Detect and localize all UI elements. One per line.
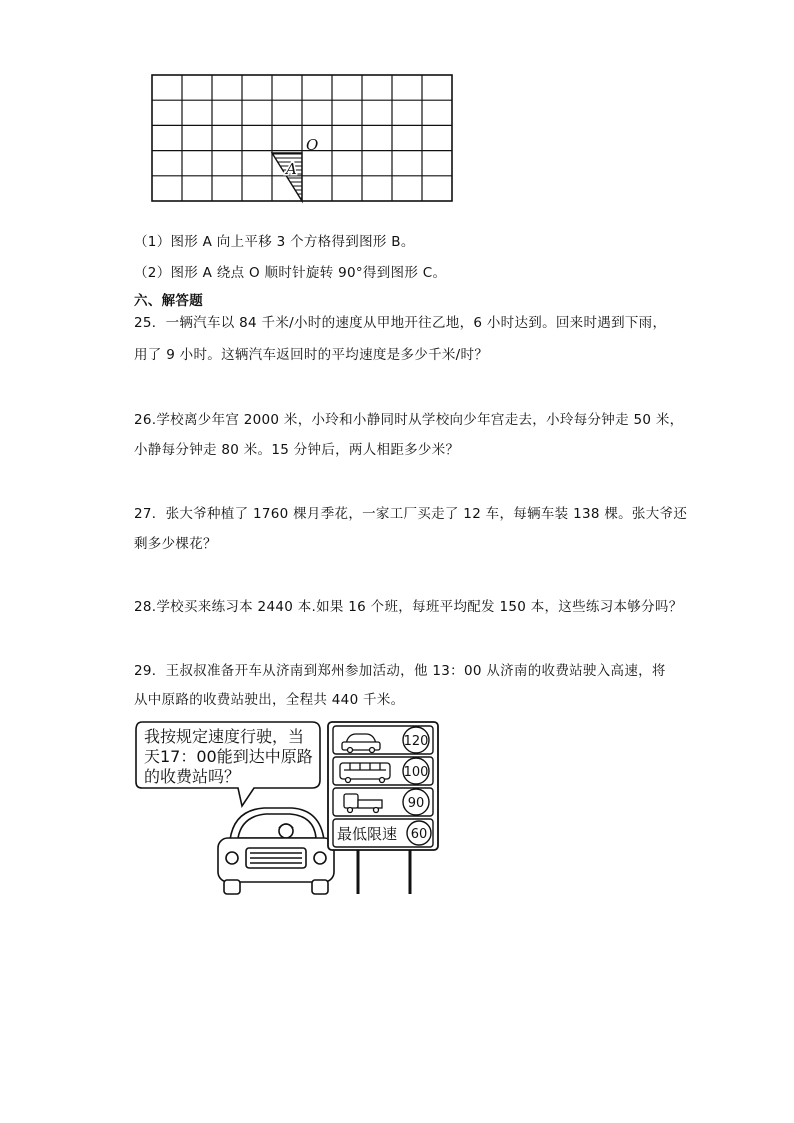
- limit-120: 120: [403, 734, 429, 749]
- problem-25-line-1: 25．一辆汽车以 84 千米/小时的速度从甲地开往乙地，6 小时达到。回来时遇到下雨，: [134, 315, 667, 331]
- problem-27-line-2: 剩多少棵花？: [134, 536, 217, 552]
- problem-29-line-2: 从中原路的收费站驶出，全程共 440 千米。: [134, 692, 405, 708]
- bubble-line-3: 的收费站吗？: [144, 767, 241, 786]
- grid-figure: [150, 73, 456, 205]
- label-o: O: [306, 136, 319, 154]
- minimum-speed-label: 最低限速: [337, 825, 398, 843]
- limit-100: 100: [403, 765, 429, 780]
- section-title: 六、解答题: [134, 293, 203, 309]
- bubble-line-1: 我按规定速度行驶，当: [144, 727, 305, 746]
- speed-limit-sign: [328, 722, 438, 894]
- problem-28-line-1: 28.学校买来练习本 2440 本.如果 16 个班，每班平均配发 150 本，这些练习本够分吗？: [134, 599, 683, 615]
- task-line-2: （2）图形 A 绕点 O 顺时针旋转 90°得到图形 C。: [134, 265, 447, 281]
- problem-27-line-1: 27．张大爷种植了 1760 棵月季花，一家工厂买走了 12 车，每辆车装 138 棵。张大爷还: [134, 506, 688, 522]
- limit-60: 60: [410, 827, 428, 842]
- bus-icon: [340, 763, 390, 783]
- car-icon: [218, 808, 334, 894]
- task-line-1: （1）图形 A 向上平移 3 个方格得到图形 B。: [134, 234, 415, 250]
- problem-29-line-1: 29．王叔叔准备开车从济南到郑州参加活动，他 13：00 从济南的收费站驶入高速，将: [134, 663, 666, 679]
- problem-25-line-2: 用了 9 小时。这辆汽车返回时的平均速度是多少千米/时？: [134, 347, 489, 363]
- limit-90: 90: [407, 796, 425, 811]
- problem-26-line-2: 小静每分钟走 80 米。15 分钟后，两人相距多少米？: [134, 442, 460, 458]
- speech-bubble: [136, 722, 320, 806]
- illustration-scene: [134, 718, 444, 900]
- bubble-line-2: 天17：00能到达中原路: [144, 747, 313, 766]
- problem-26-line-1: 26.学校离少年宫 2000 米，小玲和小静同时从学校向少年宫走去，小玲每分钟走 50 米，: [134, 412, 684, 428]
- label-a: A: [286, 160, 297, 178]
